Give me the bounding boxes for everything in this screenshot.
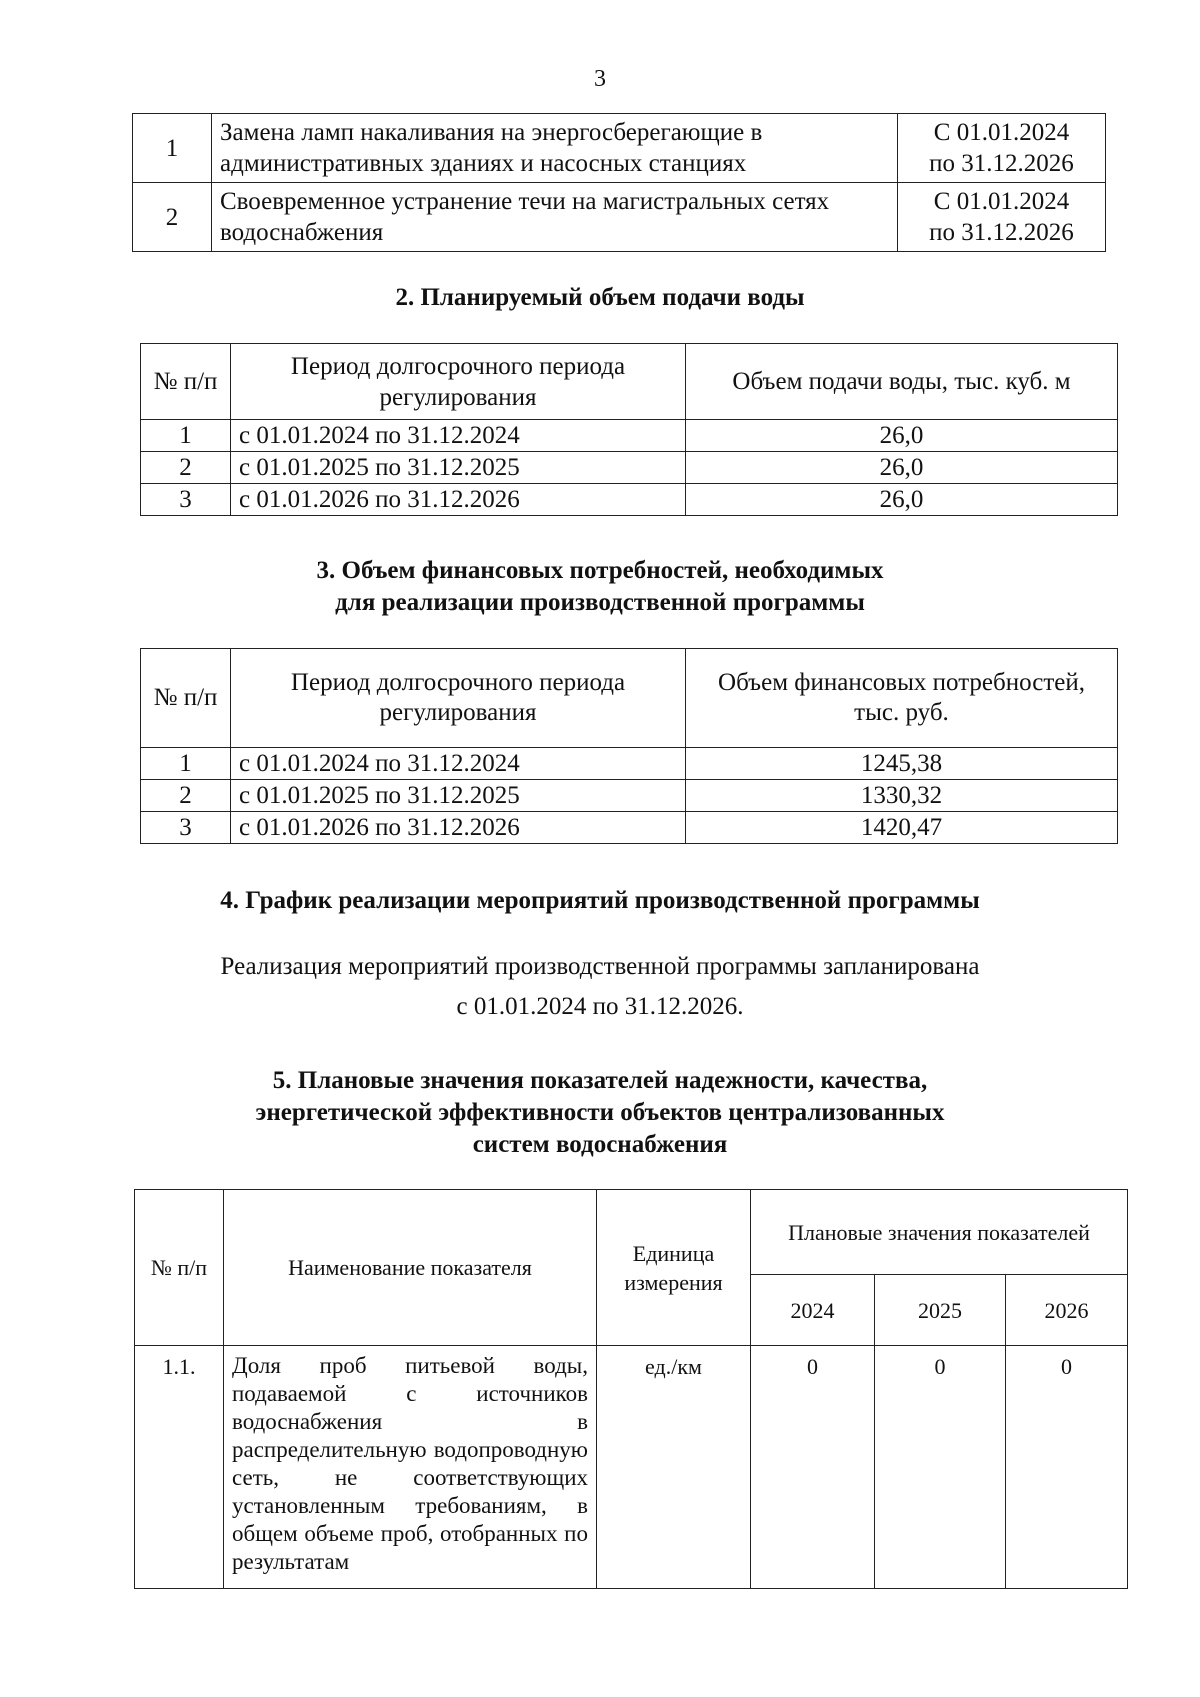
row-value: 1330,32: [686, 780, 1118, 812]
value-2026: 0: [1006, 1346, 1128, 1589]
page-number: 3: [594, 66, 606, 92]
header-period: Период долгосрочного периода регулирования: [231, 649, 686, 748]
table-row: [141, 484, 1118, 516]
section-4-text: Реализация мероприятий производственной программы запланирована с 01.01.2024 по 31.12.2026.: [220, 953, 980, 1020]
header-year-2024: 2024: [751, 1275, 875, 1346]
row-number: 1: [141, 420, 231, 452]
header-volume: Объем финансовых потребностей, тыс. руб.: [686, 649, 1118, 748]
table-row: [135, 1346, 1128, 1589]
table-row: [141, 452, 1118, 484]
section-5-title: 5. Плановые значения показателей надежности, качества, энергетической эффективности объектов централизованных систем водоснабжения: [255, 1067, 945, 1158]
section-2-title: 2. Планируемый объем подачи воды: [395, 284, 805, 311]
table-row: [141, 780, 1118, 812]
header-volume: Объем подачи воды, тыс. куб. м: [686, 344, 1118, 420]
measure-text: Своевременное устранение течи на магистральных сетях водоснабжения: [212, 183, 898, 252]
header-year-2026: 2026: [1006, 1275, 1128, 1346]
header-num: № п/п: [135, 1190, 224, 1346]
measures-table: [132, 113, 1106, 252]
measure-text: Замена ламп накаливания на энергосберегающие в административных зданиях и насосных станциях: [212, 114, 898, 183]
row-number: 1.1.: [135, 1346, 224, 1589]
row-value: 1420,47: [686, 812, 1118, 844]
header-unit: Единица измерения: [597, 1190, 751, 1346]
row-number: 2: [141, 452, 231, 484]
water-supply-table: [140, 343, 1118, 516]
header-year-2025: 2025: [875, 1275, 1006, 1346]
table-row: [133, 183, 1106, 252]
measure-period: С 01.01.2024 по 31.12.2026: [898, 114, 1106, 183]
table-header: [141, 649, 1118, 748]
financial-needs-table: [140, 648, 1118, 844]
row-period: с 01.01.2026 по 31.12.2026: [231, 812, 686, 844]
row-period: с 01.01.2025 по 31.12.2025: [231, 780, 686, 812]
row-value: 26,0: [686, 484, 1118, 516]
table-row: [141, 420, 1118, 452]
table-row: [141, 748, 1118, 780]
row-number: 2: [141, 780, 231, 812]
row-number: 3: [141, 484, 231, 516]
section-4-title: 4. График реализации мероприятий производственной программы: [220, 887, 980, 914]
table-header: [135, 1190, 1128, 1275]
indicator-unit: ед./км: [597, 1346, 751, 1589]
row-value: 26,0: [686, 420, 1118, 452]
row-period: с 01.01.2026 по 31.12.2026: [231, 484, 686, 516]
header-num: № п/п: [141, 344, 231, 420]
row-period: с 01.01.2024 по 31.12.2024: [231, 748, 686, 780]
row-number: 1: [133, 114, 212, 183]
row-number: 2: [133, 183, 212, 252]
value-2024: 0: [751, 1346, 875, 1589]
row-period: с 01.01.2025 по 31.12.2025: [231, 452, 686, 484]
section-3-title: 3. Объем финансовых потребностей, необходимых для реализации производственной программы: [316, 557, 884, 616]
value-2025: 0: [875, 1346, 1006, 1589]
table-header: [141, 344, 1118, 420]
header-num: № п/п: [141, 649, 231, 748]
indicator-name: Доля проб питьевой воды, подаваемой с источников водоснабжения в распределительную водопроводную сеть, не соответствующих установленным требованиям, в общем объеме проб, отобранных по результатам: [224, 1346, 597, 1589]
table-row: [133, 114, 1106, 183]
indicators-table: [134, 1189, 1128, 1589]
header-planned: Плановые значения показателей: [751, 1190, 1128, 1275]
header-name: Наименование показателя: [224, 1190, 597, 1346]
row-value: 26,0: [686, 452, 1118, 484]
table-row: [141, 812, 1118, 844]
row-number: 1: [141, 748, 231, 780]
measure-period: С 01.01.2024 по 31.12.2026: [898, 183, 1106, 252]
row-period: с 01.01.2024 по 31.12.2024: [231, 420, 686, 452]
row-value: 1245,38: [686, 748, 1118, 780]
row-number: 3: [141, 812, 231, 844]
header-period: Период долгосрочного периода регулирования: [231, 344, 686, 420]
